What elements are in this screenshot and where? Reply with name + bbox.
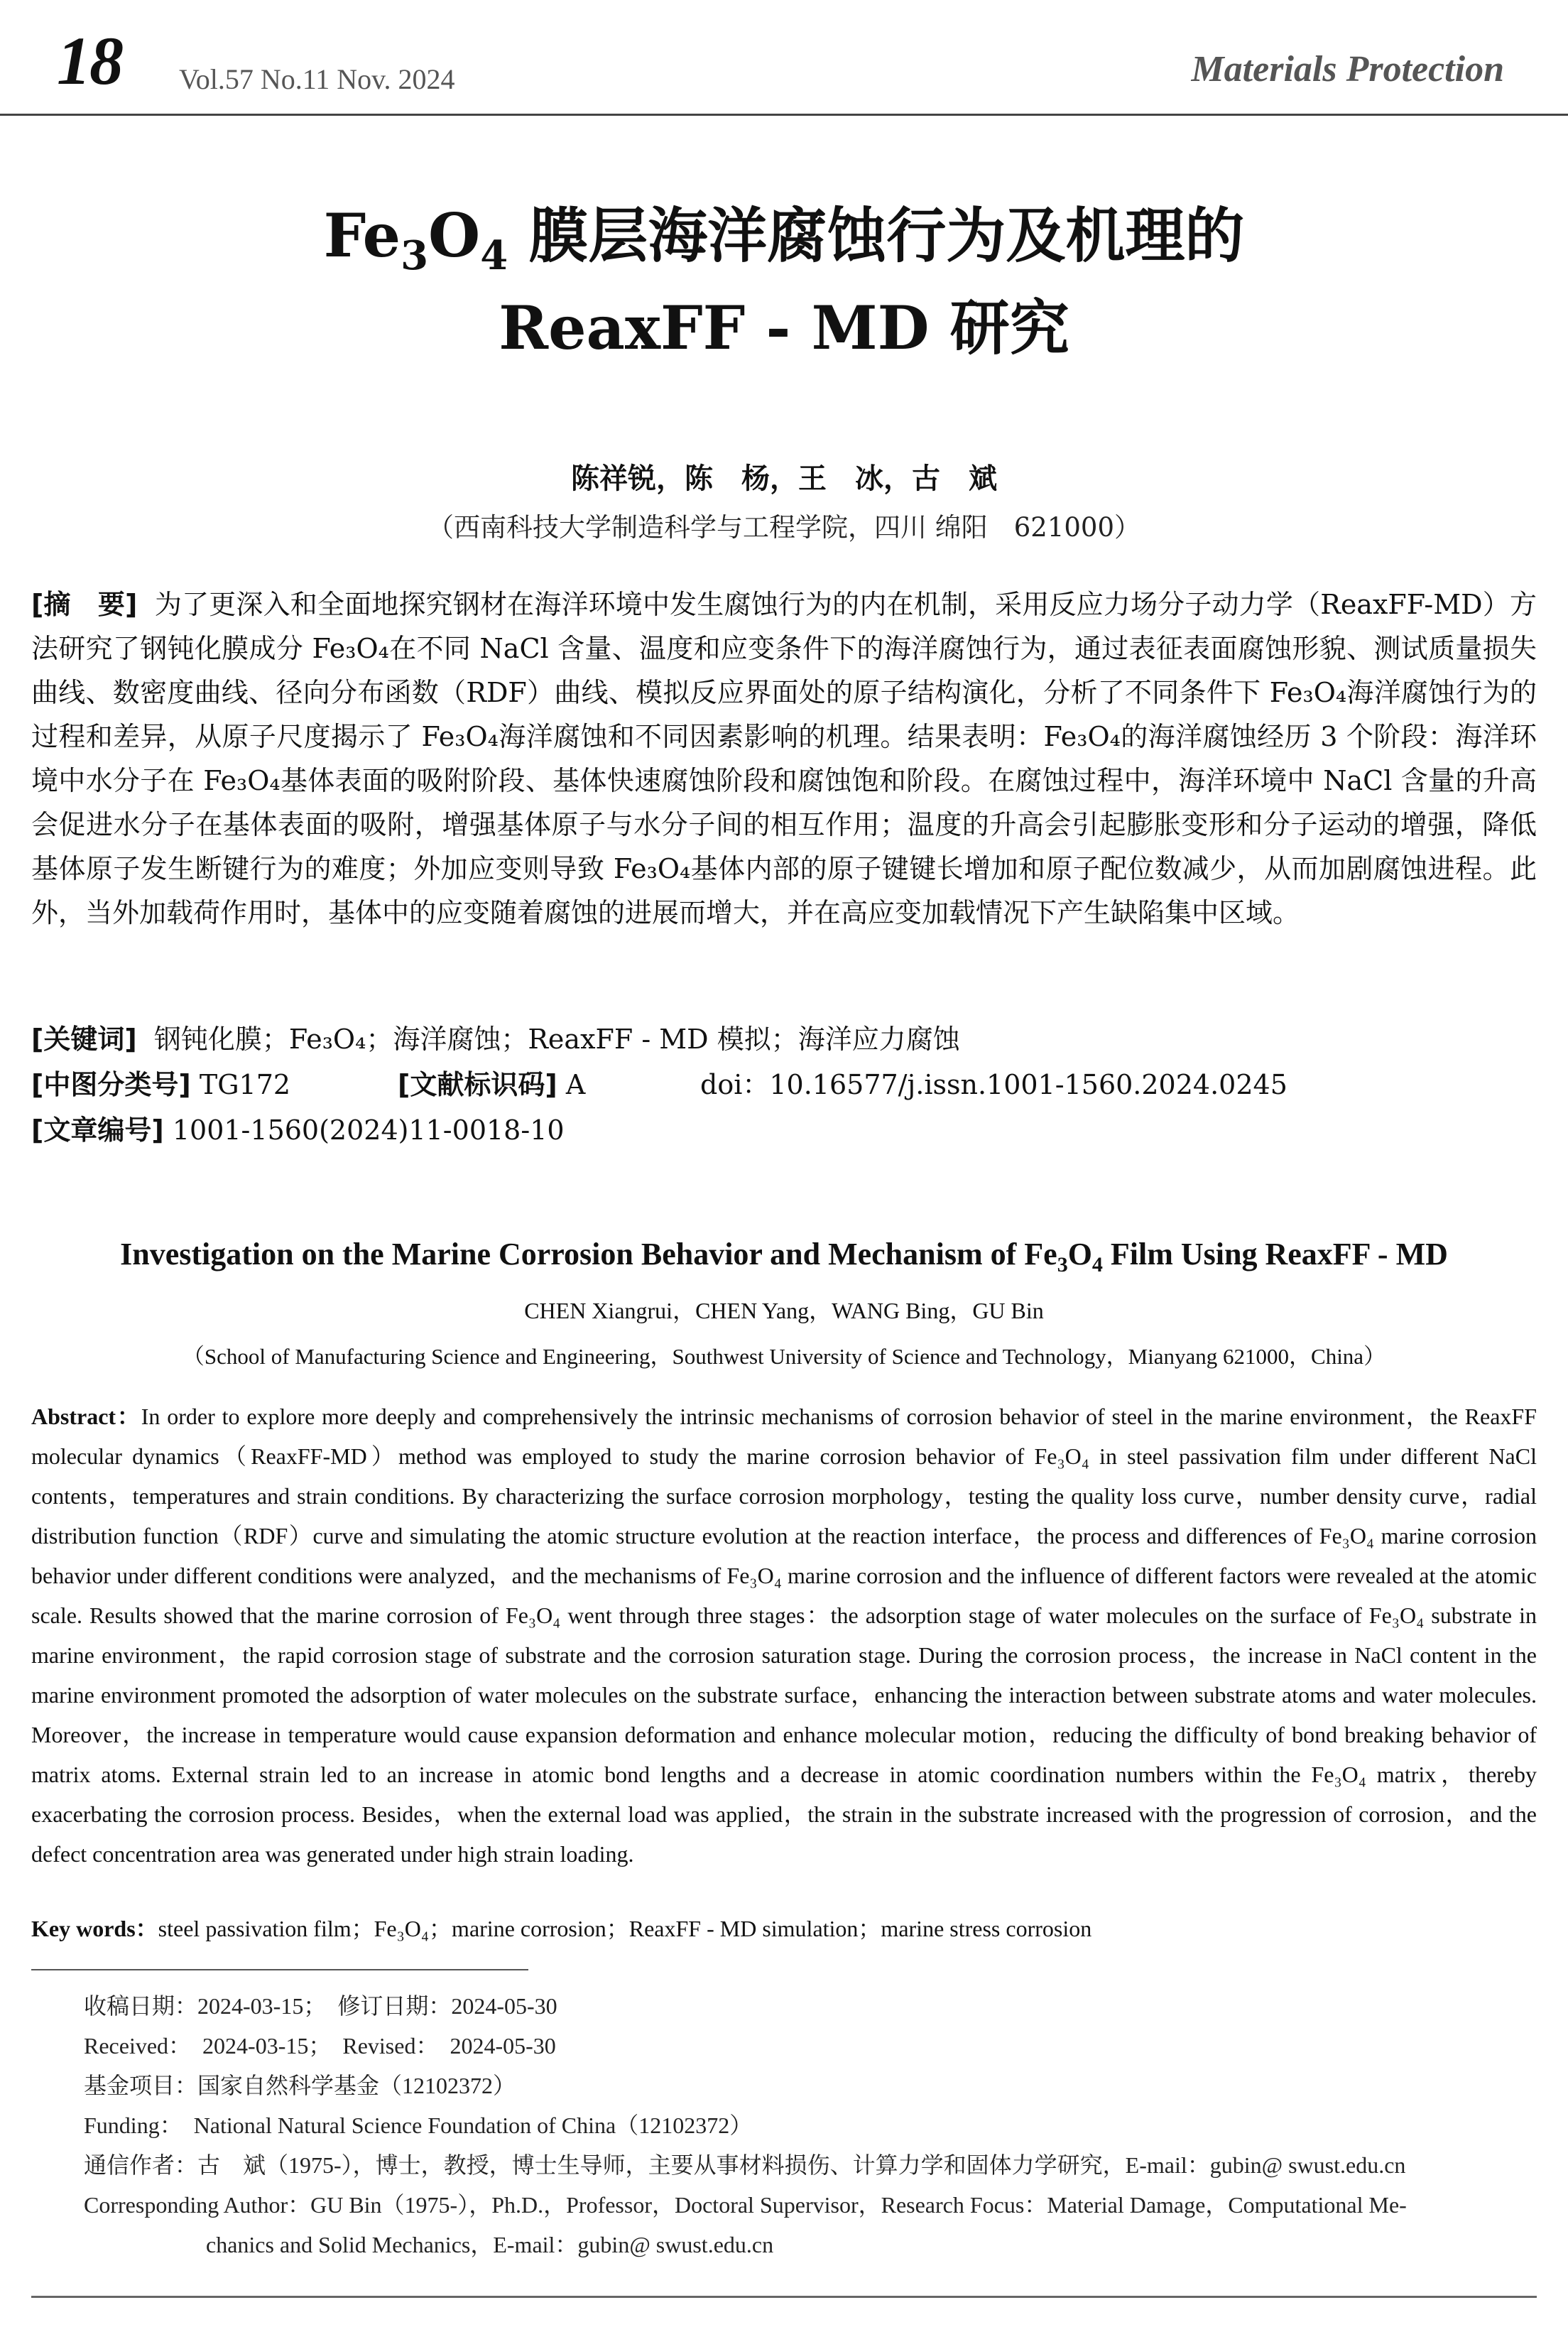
doi: doi：10.16577/j.issn.1001-1560.2024.0245 — [700, 1069, 1287, 1100]
keywords-cn-text: 钢钝化膜；Fe₃O₄；海洋腐蚀；ReaxFF - MD 模拟；海洋应力腐蚀 — [153, 1024, 960, 1055]
article-number — [31, 1108, 565, 1147]
footnote-received-en: Received： 2024-03-15； Revised： 2024-05-30 — [84, 2033, 556, 2059]
title-en: Investigation on the Marine Corrosion Behavior and Mechanism of $Fe_3O_4$ Film Using ReaxFF - MD — [120, 1237, 1448, 1276]
title-cn-line1: $Fe_3O_4$ 膜层海洋腐蚀行为及机理的 — [323, 200, 1245, 279]
keywords-en-label: Key words： — [31, 1916, 158, 1941]
keywords-en — [31, 1911, 1537, 1943]
affiliation-en: （School of Manufacturing Science and Engineering，Southwest University of Science and Technology，Mianyang 621000，China） — [182, 1344, 1386, 1369]
authors-cn: 陈祥锐，陈 杨，王 冰，古 斌 — [571, 462, 997, 495]
authors-en: CHEN Xiangrui，CHEN Yang，WANG Bing，GU Bin — [524, 1298, 1044, 1323]
title-cn-line2: ReaxFF - MD 研究 — [499, 293, 1069, 363]
affiliation-cn: （西南科技大学制造科学与工程学院，四川 绵阳 621000） — [427, 512, 1140, 543]
header-divider — [0, 114, 1568, 116]
clc-label: [中图分类号] — [31, 1069, 191, 1100]
doc-value: A — [565, 1069, 586, 1100]
volume-info: Vol.57 No.11 Nov. 2024 — [179, 63, 455, 95]
keywords-cn-label: [关键词] — [31, 1024, 137, 1055]
abstract-en-text: In order to explore more deeply and comprehensively the intrinsic mechanisms of corrosion behavior of steel in the marine environment，the ReaxFF molecular dynamics（ReaxFF-MD）method was employed to study the marine corrosion behavior of Fe₃O₄ in steel passivation film under different NaCl contents，temperatures and strain conditions. By characterizing the surface corrosion morphology，testing the quality loss curve，number density curve，radial distribution function（RDF）curve and simulating the atomic structure evolution at the reaction interface，the process and differences of Fe₃O₄ marine corrosion behavior under different conditions were analyzed，and the mechanisms of Fe₃O₄ marine corrosion and the influence of different factors were revealed at the atomic scale. Results showed that the marine corrosion of Fe₃O₄ went through three stages：the adsorption stage of water molecules on the surface of Fe₃O₄ substrate in marine environment，the rapid corrosion stage of substrate and the corrosion saturation stage. During the corrosion process，the increase in NaCl content in the marine environment promoted the adsorption of water molecules on the substrate surface，enhancing the interaction between substrate atoms and water molecules. Moreover，the increase in temperature would cause expansion deformation and enhance molecular motion，reducing the difficulty of bond breaking behavior of matrix atoms. External strain led to an increase in atomic bond lengths and a decrease in atomic coordination numbers within the Fe₃O₄ matrix，thereby exacerbating the corrosion process. Besides，when the external load was applied，the strain in the substrate increased with the progression of corrosion，and the defect concentration area was generated under high strain loading. — [31, 1404, 1537, 1867]
footnote-divider — [31, 1969, 528, 1970]
footnote-funding-cn: 基金项目：国家自然科学基金（12102372） — [84, 2073, 516, 2098]
footnote-funding-en: Funding： National Natural Science Foundation of China（12102372） — [84, 2113, 753, 2138]
classification-line — [31, 1063, 290, 1102]
doc-code — [398, 1063, 585, 1102]
article-number-label: [文章编号] — [31, 1115, 164, 1146]
abstract-en — [31, 1397, 1537, 1874]
keywords-en-text: steel passivation film；Fe₃O₄；marine corrosion；ReaxFF - MD simulation；marine stress corrosion — [158, 1916, 1092, 1941]
article-number-value: 1001-1560(2024)11-0018-10 — [172, 1115, 565, 1146]
keywords-cn — [31, 1017, 960, 1056]
doc-label: [文献标识码] — [398, 1069, 557, 1100]
clc-value: TG172 — [199, 1069, 291, 1100]
abstract-cn-label: [摘 要] — [31, 589, 138, 620]
journal-name: Materials Protection — [1191, 49, 1504, 90]
abstract-cn-text: 为了更深入和全面地探究钢材在海洋环境中发生腐蚀行为的内在机制，采用反应力场分子动力学（ReaxFF-MD）方法研究了钢钝化膜成分 Fe₃O₄在不同 NaCl 含量、温度和应变条件下的海洋腐蚀行为，通过表征表面腐蚀形貌、测试质量损失曲线、数密度曲线、径向分布函数（RDF）曲线、模拟反应界面处的原子结构演化，分析了不同条件下 Fe₃O₄海洋腐蚀行为的过程和差异，从原子尺度揭示了 Fe₃O₄海洋腐蚀和不同因素影响的机理。结果表明：Fe₃O₄的海洋腐蚀经历 3 个阶段：海洋环境中水分子在 Fe₃O₄基体表面的吸附阶段、基体快速腐蚀阶段和腐蚀饱和阶段。在腐蚀过程中，海洋环境中 NaCl 含量的升高会促进水分子在基体表面的吸附，增强基体原子与水分子间的相互作用；温度的升高会引起膨胀变形和分子运动的增强，降低基体原子发生断键行为的难度；外加应变则导致 Fe₃O₄基体内部的原子键键长增加和原子配位数减少，从而加剧腐蚀进程。此外，当外加载荷作用时，基体中的应变随着腐蚀的进展而增大，并在高应变加载情况下产生缺陷集中区域。 — [31, 589, 1537, 928]
footnote-author-en: Corresponding Author：GU Bin（1975-），Ph.D.，Professor，Doctoral Supervisor，Research Focus：Material Damage，Computational Me- — [84, 2192, 1407, 2218]
footnote-author-en-cont: chanics and Solid Mechanics，E-mail：gubin@ swust.edu.cn — [206, 2232, 774, 2257]
footnote-author-cn: 通信作者：古 斌（1975-），博士，教授，博士生导师，主要从事材料损伤、计算力学和固体力学研究，E-mail：gubin@ swust.edu.cn — [84, 2152, 1406, 2178]
abstract-cn — [31, 582, 1537, 935]
abstract-en-label: Abstract： — [31, 1404, 141, 1429]
footnote-received-cn: 收稿日期：2024-03-15； 修订日期：2024-05-30 — [84, 1993, 557, 2019]
footer-divider — [31, 2296, 1537, 2298]
page-number: 18 — [57, 23, 122, 99]
